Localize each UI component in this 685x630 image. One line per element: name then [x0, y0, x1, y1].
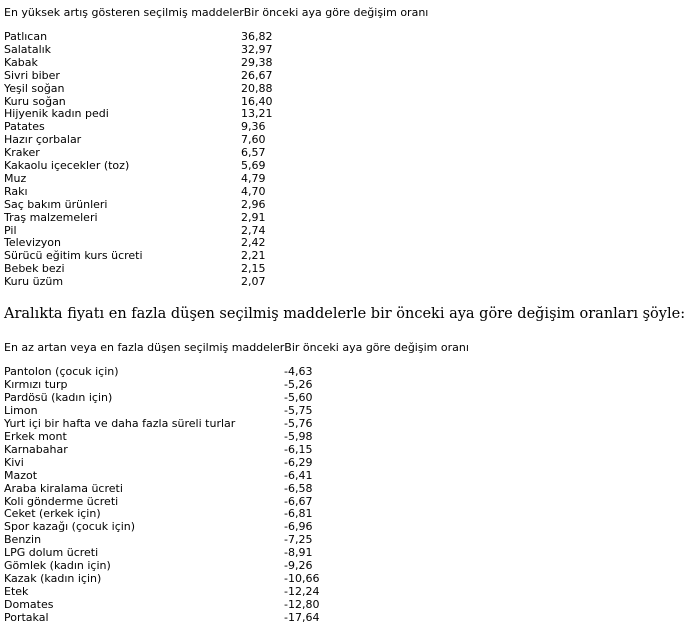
item-name: Koli gönderme ücreti	[4, 494, 119, 508]
change-value: -5,26	[284, 377, 313, 391]
item-name: Patates	[4, 120, 45, 134]
change-value: 2,07	[241, 275, 266, 289]
section-text: Aralıkta fiyatı en fazla düşen seçilmiş maddelerle bir önceki aya göre değişim oranları şöyle:	[4, 306, 685, 322]
change-value: 32,97	[241, 42, 273, 56]
change-value: 20,88	[241, 81, 273, 95]
item-name: Hijyenik kadın pedi	[4, 107, 109, 121]
change-value: -12,80	[284, 598, 320, 612]
change-value: 6,57	[241, 146, 266, 160]
item-name: Domates	[4, 598, 54, 612]
item-name: Kakaolu içecekler (toz)	[4, 159, 130, 172]
item-name: Ceket (erkek için)	[4, 507, 101, 521]
decrease-table-header: En az artan veya en fazla düşen seçilmiş maddelerBir önceki aya göre değişim oranı	[4, 341, 469, 354]
change-value: 26,67	[241, 68, 273, 82]
change-value: -4,63	[284, 365, 313, 378]
item-name: Kivi	[4, 455, 24, 469]
change-value: -6,15	[284, 442, 313, 456]
change-value: -12,24	[284, 585, 320, 599]
item-name: Portakal	[4, 611, 49, 625]
item-name: Patlıcan	[4, 30, 48, 43]
change-value: -6,58	[284, 481, 313, 495]
change-value: 13,21	[241, 107, 273, 121]
change-value: 36,82	[241, 30, 273, 43]
item-name: Kırmızı turp	[4, 377, 68, 391]
change-value: -5,98	[284, 429, 313, 443]
change-value: -6,67	[284, 494, 313, 508]
change-value: 2,74	[241, 223, 266, 237]
item-name: Televizyon	[4, 236, 61, 250]
item-name: Kraker	[4, 146, 40, 160]
item-name: Yurt içi bir hafta ve daha fazla süreli turlar	[4, 416, 236, 430]
item-name: Kuru soğan	[4, 94, 66, 108]
change-value: 9,36	[241, 120, 266, 134]
change-value: -7,25	[284, 533, 313, 547]
item-name: Muz	[4, 171, 27, 185]
change-value: 2,42	[241, 236, 266, 250]
item-name: Pil	[4, 223, 17, 237]
change-value: 2,96	[241, 197, 266, 211]
item-name: Rakı	[4, 184, 28, 198]
change-value: -6,96	[284, 520, 313, 534]
item-name: Traş malzemeleri	[4, 210, 98, 224]
change-value: 29,38	[241, 55, 273, 69]
item-name: Erkek mont	[4, 429, 67, 443]
item-name: Spor kazağı (çocuk için)	[4, 520, 136, 534]
item-name: LPG dolum ücreti	[4, 546, 99, 560]
change-value: -6,41	[284, 468, 313, 482]
change-value: -8,91	[284, 546, 313, 560]
change-value: 2,15	[241, 262, 266, 276]
item-name: Araba kiralama ücreti	[4, 481, 123, 495]
change-value: -6,81	[284, 507, 313, 521]
item-name: Mazot	[4, 468, 38, 482]
item-name: Karnabahar	[4, 442, 68, 456]
item-name: Pardösü (kadın için)	[4, 390, 113, 404]
change-value: 4,79	[241, 171, 266, 185]
item-name: Sivri biber	[4, 68, 60, 82]
item-name: Kazak (kadın için)	[4, 572, 102, 586]
item-name: Salatalık	[4, 42, 52, 56]
item-name: Pantolon (çocuk için)	[4, 365, 119, 378]
item-name: Kabak	[4, 55, 38, 69]
change-value: 16,40	[241, 94, 273, 108]
change-value: 7,60	[241, 133, 266, 147]
item-name: Saç bakım ürünleri	[4, 197, 108, 211]
item-name: Etek	[4, 585, 29, 599]
change-value: -9,26	[284, 559, 313, 573]
change-value: 4,70	[241, 184, 266, 198]
item-name: Yeşil soğan	[4, 81, 65, 95]
item-name: Gömlek (kadın için)	[4, 559, 111, 573]
item-name: Bebek bezi	[4, 262, 65, 276]
change-value: -5,76	[284, 416, 313, 430]
change-value: 2,21	[241, 249, 266, 263]
change-value: 2,91	[241, 210, 266, 224]
change-value: -17,64	[284, 611, 320, 625]
item-name: Hazır çorbalar	[4, 133, 82, 147]
item-name: Benzin	[4, 533, 42, 547]
change-value: -5,60	[284, 390, 313, 404]
item-name: Kuru üzüm	[4, 275, 64, 289]
change-value: -5,75	[284, 403, 313, 417]
item-name: Limon	[4, 403, 38, 417]
increase-table-header: En yüksek artış gösteren seçilmiş maddelerBir önceki aya göre değişim oranı	[4, 6, 429, 19]
item-name: Sürücü eğitim kurs ücreti	[4, 249, 143, 263]
change-value: -6,29	[284, 455, 313, 469]
change-value: -10,66	[284, 572, 320, 586]
change-value: 5,69	[241, 159, 266, 172]
